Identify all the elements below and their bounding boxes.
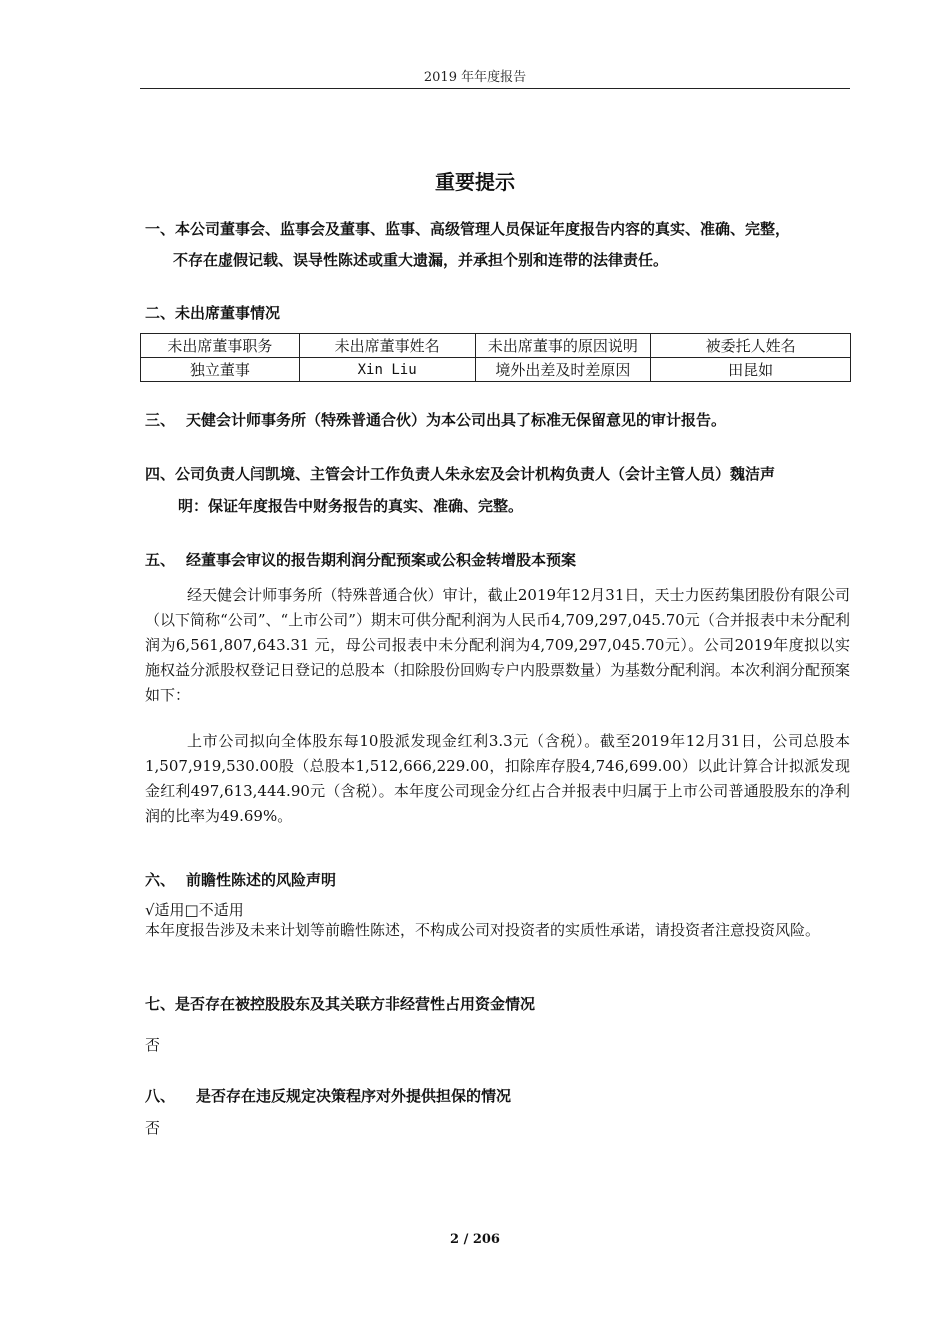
table-header-cell: 未出席董事职务 [141,334,300,358]
page-number: 2 / 206 [450,1232,500,1247]
table-header-cell: 未出席董事姓名 [299,334,475,358]
section-2-heading: 二、未出席董事情况 [145,304,281,322]
running-header: 2019 年年度报告 [423,70,527,85]
table-header-cell: 未出席董事的原因说明 [475,334,651,358]
section-1-line-2: 不存在虚假记载、误导性陈述或重大遗漏，并承担个别和连带的法律责任。 [173,251,669,269]
section-3-text: 天健会计师事务所（特殊普通合伙）为本公司出具了标准无保留意见的审计报告。 [186,411,727,429]
section-4-line-1: 四、公司负责人闫凯境、主管会计工作负责人朱永宏及会计机构负责人（会计主管人员）魏洁声 [145,465,776,483]
table-cell: 田昆如 [651,358,851,382]
table-cell: 独立董事 [141,358,300,382]
section-5-heading: 经董事会审议的报告期利润分配预案或公积金转增股本预案 [186,551,577,569]
applicable-checkbox-text: √适用□不适用 [145,901,244,919]
page-title: 重要提示 [435,170,515,194]
section-8-number: 八、 [145,1087,176,1105]
section-4-line-2: 明：保证年度报告中财务报告的真实、准确、完整。 [178,497,524,515]
section-7-heading: 七、是否存在被控股股东及其关联方非经营性占用资金情况 [145,995,536,1013]
section-7-answer: 否 [145,1036,161,1054]
section-6-text: 本年度报告涉及未来计划等前瞻性陈述，不构成公司对投资者的实质性承诺，请投资者注意投资风险。 [145,921,821,939]
table-cell: Xin Liu [299,358,475,382]
section-6-number: 六、 [145,871,176,889]
table-header-cell: 被委托人姓名 [651,334,851,358]
section-6-heading: 前瞻性陈述的风险声明 [186,871,337,889]
table-row [141,358,851,382]
section-8-answer: 否 [145,1119,161,1137]
header-rule [140,88,850,89]
table-header-row [141,334,851,358]
absent-directors-table [140,333,851,382]
section-5-paragraph-2: 上市公司拟向全体股东每10股派发现金红利3.3元（含税）。截至2019年12月31日，公司总股本1,507,919,530.00股（总股本1,512,666,229.00，扣除库存股4,746,699.00）以此计算合计拟派发现金红利497,613,444.90元（含税）。本年度公司现金分红占合并报表中归属于上市公司普通股股东的净利润的比率为49.69%。 [145,732,850,825]
table-cell: 境外出差及时差原因 [475,358,651,382]
section-5-paragraph-1: 经天健会计师事务所（特殊普通合伙）审计，截止2019年12月31日，天士力医药集团股份有限公司（以下简称“公司”、“上市公司”）期末可供分配利润为人民币4,709,297,045.70元（合并报表中未分配利润为6,561,807,643.31 元，母公司报表中未分配利润为4,709,297,045.70元）。公司2019年度拟以实施权益分派股权登记日登记的总股本（扣除股份回购专户内股票数量）为基数分配利润。本次利润分配预案如下： [145,586,851,704]
section-8-heading: 是否存在违反规定决策程序对外提供担保的情况 [196,1087,512,1105]
section-3-number: 三、 [145,411,176,429]
section-1-line-1: 一、本公司董事会、监事会及董事、监事、高级管理人员保证年度报告内容的真实、准确、完整， [145,220,791,238]
section-5-number: 五、 [145,551,176,569]
